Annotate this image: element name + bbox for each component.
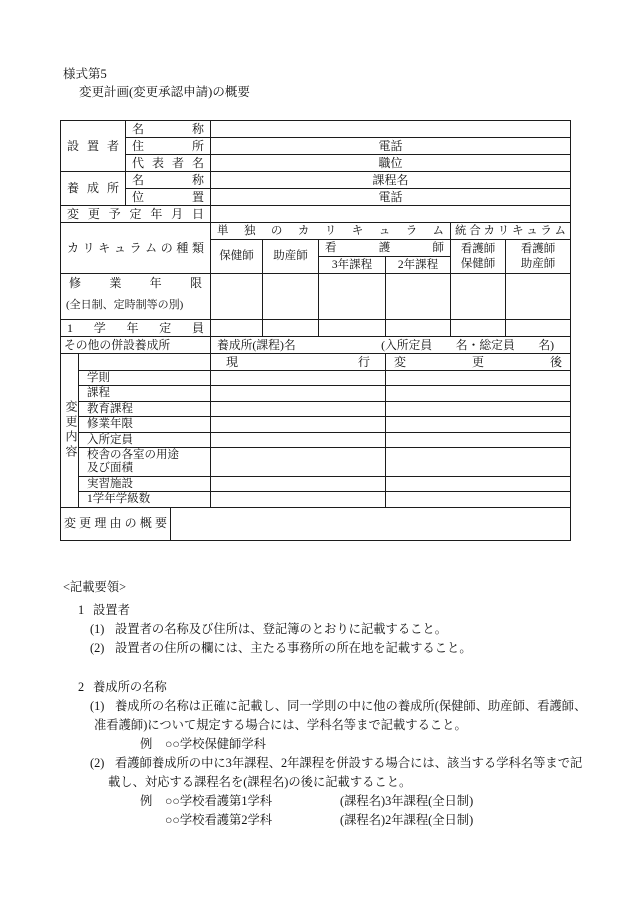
section2-item1	[90, 697, 593, 716]
section2-item2-line1: 看護師養成所の中に3年課程、2年課程を併設する場合には、該当する学科名等まで記	[115, 756, 583, 770]
change-row-current-shugyo-nengen	[211, 417, 386, 432]
changes-header-spacer	[79, 354, 211, 371]
example2-name: ○○学校看護第1学科	[165, 794, 273, 808]
curriculum-midwife-header: 助産師	[263, 240, 319, 274]
installer-label: 設置者	[61, 121, 126, 172]
changes-current-header: 現行	[211, 354, 386, 371]
integrated2-line1: 看護師	[520, 242, 556, 255]
section1-title: 設置者	[93, 603, 130, 617]
co-located-label: その他の併設養成所	[61, 337, 211, 354]
integrated2-line2: 助産師	[520, 257, 556, 270]
co-located-field	[211, 337, 571, 354]
scheduled-date-field	[211, 206, 571, 223]
page-title: 変更計画(変更承認申請)の概要	[79, 85, 250, 99]
grade-capacity-field-int1	[451, 320, 506, 337]
section1-item2-number: (2)	[90, 641, 105, 655]
grade-capacity-field-int2	[506, 320, 571, 337]
section2-item1-example	[140, 735, 593, 754]
change-row-after-kosha	[386, 447, 571, 476]
change-row-label-jisshu-shisetsu: 実習施設	[79, 476, 211, 491]
change-row-after-nyusho-teiin	[386, 432, 571, 447]
section2-item2-line2: 載し、対応する課程名を(課程名)の後に記載すること。	[108, 775, 412, 789]
study-period-field-2yr	[386, 274, 451, 320]
change-row-current-katei	[211, 386, 386, 401]
section2-item1-line1: 養成所の名称は正確に記載し、同一学則の中に他の養成所(保健師、助産師、看護師、	[115, 699, 587, 713]
example3-course: (課程名)2年課程(全日制)	[340, 813, 474, 827]
change-row-after-gakusoku	[386, 371, 571, 386]
scheduled-date-label: 変更予定年月日	[61, 206, 211, 223]
installer-address-label: 住所	[126, 138, 211, 155]
example2-label: 例	[140, 794, 153, 808]
change-row-label-kyoiku-katei: 教育課程	[79, 401, 211, 416]
section1-item1-text: 設置者の名称及び住所は、登記簿のとおりに記載すること。	[115, 622, 448, 636]
institution-label: 養成所	[61, 172, 126, 206]
change-row-label-shugyo-nengen: 修業年限	[79, 417, 211, 432]
section1-item2-text: 設置者の住所の欄には、主たる事務所の所在地を記載すること。	[115, 641, 472, 655]
study-period-field-midwife	[263, 274, 319, 320]
section2-item2-number: (2)	[90, 756, 105, 770]
grade-capacity-field-3yr	[319, 320, 386, 337]
section2-item2-example2	[140, 811, 593, 830]
institution-location-field: 電話	[211, 189, 571, 206]
changes-after-header: 変更後	[386, 354, 571, 371]
change-row-after-jisshu-shisetsu	[386, 476, 571, 491]
change-row-current-jisshu-shisetsu	[211, 476, 386, 491]
study-period-field-int2	[506, 274, 571, 320]
change-row-label-katei: 課程	[79, 386, 211, 401]
grade-capacity-field-2yr	[386, 320, 451, 337]
integrated1-line1: 看護師	[460, 242, 496, 255]
kosha-label-line2: 及び面積	[87, 461, 133, 474]
curriculum-type-label: カリキュラムの種類	[61, 223, 211, 274]
section1-item2	[90, 639, 593, 658]
section2-item2	[90, 754, 593, 773]
section1-item1	[90, 620, 593, 639]
change-row-current-kosha	[211, 447, 386, 476]
example3-label-spacer	[140, 811, 165, 830]
study-period-field-int1	[451, 274, 506, 320]
curriculum-integrated-header: 統合カリキュラム	[451, 223, 571, 240]
kosha-label-line1: 校舎の各室の用途	[87, 448, 179, 461]
integrated1-line2: 保健師	[460, 257, 496, 270]
study-period-field-phn	[211, 274, 263, 320]
change-row-label-nyusho-teiin: 入所定員	[79, 432, 211, 447]
section2-title: 養成所の名称	[93, 680, 167, 694]
grade-capacity-field-midwife	[263, 320, 319, 337]
change-row-current-nyusho-teiin	[211, 432, 386, 447]
change-row-label-kosha	[79, 447, 211, 476]
installer-representative-field: 職位	[211, 155, 571, 172]
institution-location-label: 位置	[126, 189, 211, 206]
section2-item2-example1	[140, 792, 593, 811]
notes-heading: <記載要領>	[63, 580, 127, 594]
installer-representative-label: 代表者名	[126, 155, 211, 172]
section2-item1-number: (1)	[90, 699, 105, 713]
grade-capacity-label: 1学年定員	[61, 320, 211, 337]
reason-field	[171, 507, 571, 540]
change-row-label-gakusoku: 学則	[79, 371, 211, 386]
change-row-after-shugyo-nengen	[386, 417, 571, 432]
grade-capacity-field-phn	[211, 320, 263, 337]
change-row-current-gakkyu-su	[211, 492, 386, 507]
curriculum-integrated2-header	[506, 240, 571, 274]
notes-section	[63, 578, 593, 830]
change-row-current-kyoiku-katei	[211, 401, 386, 416]
form-number: 様式第5	[63, 67, 107, 81]
curriculum-3yr-header: 3年課程	[319, 257, 386, 274]
change-row-after-katei	[386, 386, 571, 401]
curriculum-2yr-header: 2年課程	[386, 257, 451, 274]
application-form-table	[60, 120, 571, 541]
curriculum-phn-header: 保健師	[211, 240, 263, 274]
change-row-after-gakkyu-su	[386, 492, 571, 507]
section1-item1-number: (1)	[90, 622, 105, 636]
installer-name-label: 名称	[126, 121, 211, 138]
example3-name: ○○学校看護第2学科	[165, 813, 273, 827]
notes-section2-head	[78, 678, 593, 697]
section2-item1-line2: 准看護師)について規定する場合には、学科名等まで記載すること。	[94, 718, 467, 732]
co-located-capacity-label: (入所定員 名・総定員 名)	[381, 337, 555, 352]
notes-section1-head	[78, 601, 593, 620]
study-period-field-3yr	[319, 274, 386, 320]
curriculum-single-header: 単独のカリキュラム	[211, 223, 451, 240]
changes-label-cell	[61, 354, 79, 508]
reason-label: 変更理由の概要	[61, 507, 171, 540]
study-period-label-cell	[61, 274, 211, 320]
example2-course: (課程名)3年課程(全日制)	[340, 794, 474, 808]
installer-name-field	[211, 121, 571, 138]
study-period-note: (全日制、定時制等の別)	[66, 299, 184, 311]
change-row-current-gakusoku	[211, 371, 386, 386]
changes-label: 変更内容	[64, 400, 78, 461]
example1-label: 例	[140, 737, 153, 751]
section1-number: 1	[78, 603, 85, 617]
change-row-label-gakkyu-su: 1学年学級数	[79, 492, 211, 507]
example1-text: ○○学校保健師学科	[165, 737, 266, 751]
change-row-after-kyoiku-katei	[386, 401, 571, 416]
curriculum-integrated1-header	[451, 240, 506, 274]
study-period-label: 修業年限	[69, 276, 203, 290]
curriculum-nurse-header: 看護師	[319, 240, 451, 257]
installer-address-field: 電話	[211, 138, 571, 155]
section2-number: 2	[78, 680, 85, 694]
institution-name-label: 名称	[126, 172, 211, 189]
co-located-name-label: 養成所(課程)名	[217, 337, 296, 352]
institution-name-field: 課程名	[211, 172, 571, 189]
